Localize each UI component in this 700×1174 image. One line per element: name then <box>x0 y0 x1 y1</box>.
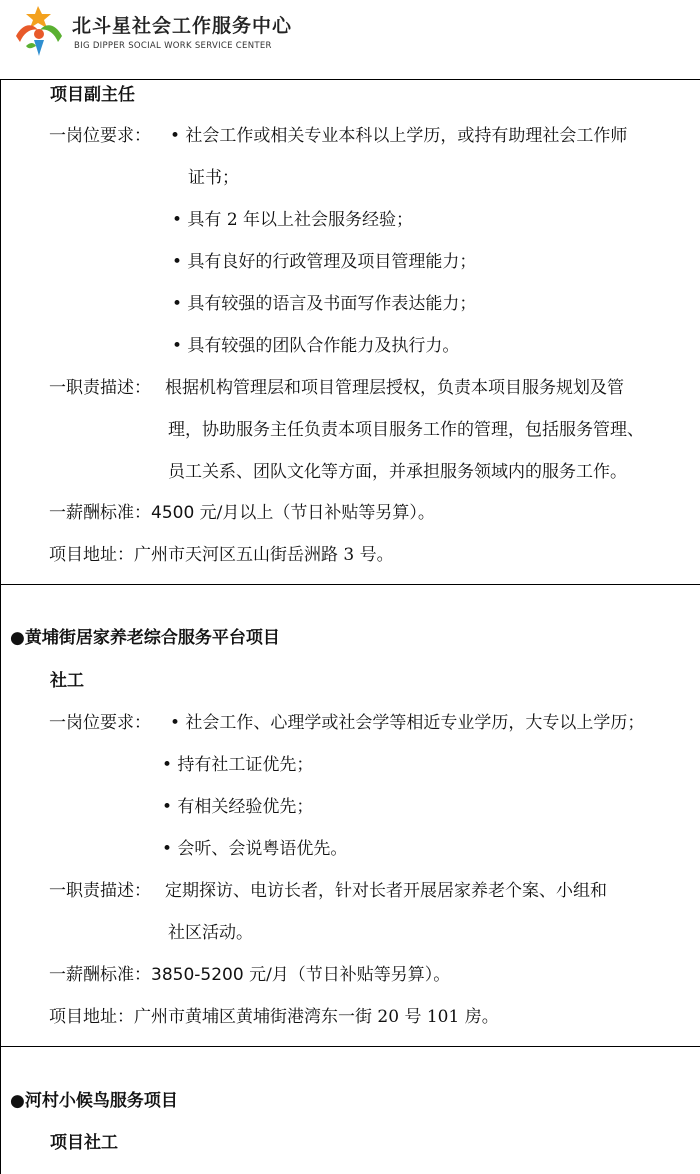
project-title: ●黄埔街居家养老综合服务平台项目 <box>10 628 280 648</box>
requirements-label: 一岗位要求： <box>49 713 151 733</box>
org-logo-icon <box>12 6 70 56</box>
document-header <box>0 0 700 79</box>
requirement-item: • 具有良好的行政管理及项目管理能力； <box>172 252 477 272</box>
salary-row <box>49 964 450 986</box>
salary-label: 一薪酬标准： <box>49 503 151 523</box>
duty-line: 员工关系、团队文化等方面，并承担服务领域内的服务工作。 <box>168 462 627 482</box>
salary-label: 一薪酬标准： <box>49 965 151 985</box>
salary-note: 元/月以上（节日补贴等另算）。 <box>194 503 435 523</box>
duties-label: 一职责描述： <box>49 378 151 398</box>
position-title: 社工 <box>50 671 84 691</box>
salary-amount: 4500 <box>151 503 195 523</box>
duty-line: 定期探访、电访长者，针对长者开展居家养老个案、小组和 <box>165 881 607 901</box>
project-address: 项目地址：广州市黄埔区黄埔街港湾东一街 20 号 101 房。 <box>49 1007 499 1027</box>
requirement-item: • 有相关经验优先； <box>162 797 314 817</box>
salary-amount: 3850-5200 <box>151 965 244 985</box>
requirement-item: • 社会工作、心理学或社会学等相近专业学历，大专以上学历； <box>170 713 645 733</box>
org-name-en: BIG DIPPER SOCIAL WORK SERVICE CENTER <box>74 41 272 51</box>
requirement-item: 证书； <box>188 168 239 188</box>
position-title: 项目社工 <box>50 1133 118 1153</box>
duty-line: 理，协助服务主任负责本项目服务工作的管理，包括服务管理、 <box>168 420 644 440</box>
position-title: 项目副主任 <box>50 85 135 105</box>
section-divider <box>0 584 700 585</box>
salary-note: 元/月（节日补贴等另算）。 <box>243 965 451 985</box>
requirement-item: • 持有社工证优先； <box>162 755 314 775</box>
section-divider <box>0 1046 700 1047</box>
project-title: ●河村小候鸟服务项目 <box>10 1091 178 1111</box>
duty-line: 根据机构管理层和项目管理层授权，负责本项目服务规划及管 <box>165 378 624 398</box>
requirement-item: • 会听、会说粤语优先。 <box>162 839 348 859</box>
project-address: 项目地址：广州市天河区五山街岳洲路 3 号。 <box>49 545 394 565</box>
salary-row <box>49 502 435 524</box>
duty-line: 社区活动。 <box>168 923 253 943</box>
requirement-item: • 具有较强的语言及书面写作表达能力； <box>172 294 477 314</box>
requirement-item: • 具有较强的团队合作能力及执行力。 <box>172 336 460 356</box>
requirement-item: • 具有 2 年以上社会服务经验； <box>172 210 414 230</box>
requirement-item: • 社会工作或相关专业本科以上学历，或持有助理社会工作师 <box>170 126 628 146</box>
duties-label: 一职责描述： <box>49 881 151 901</box>
org-name-cn: 北斗星社会工作服务中心 <box>72 15 293 37</box>
requirements-label: 一岗位要求： <box>49 126 151 146</box>
